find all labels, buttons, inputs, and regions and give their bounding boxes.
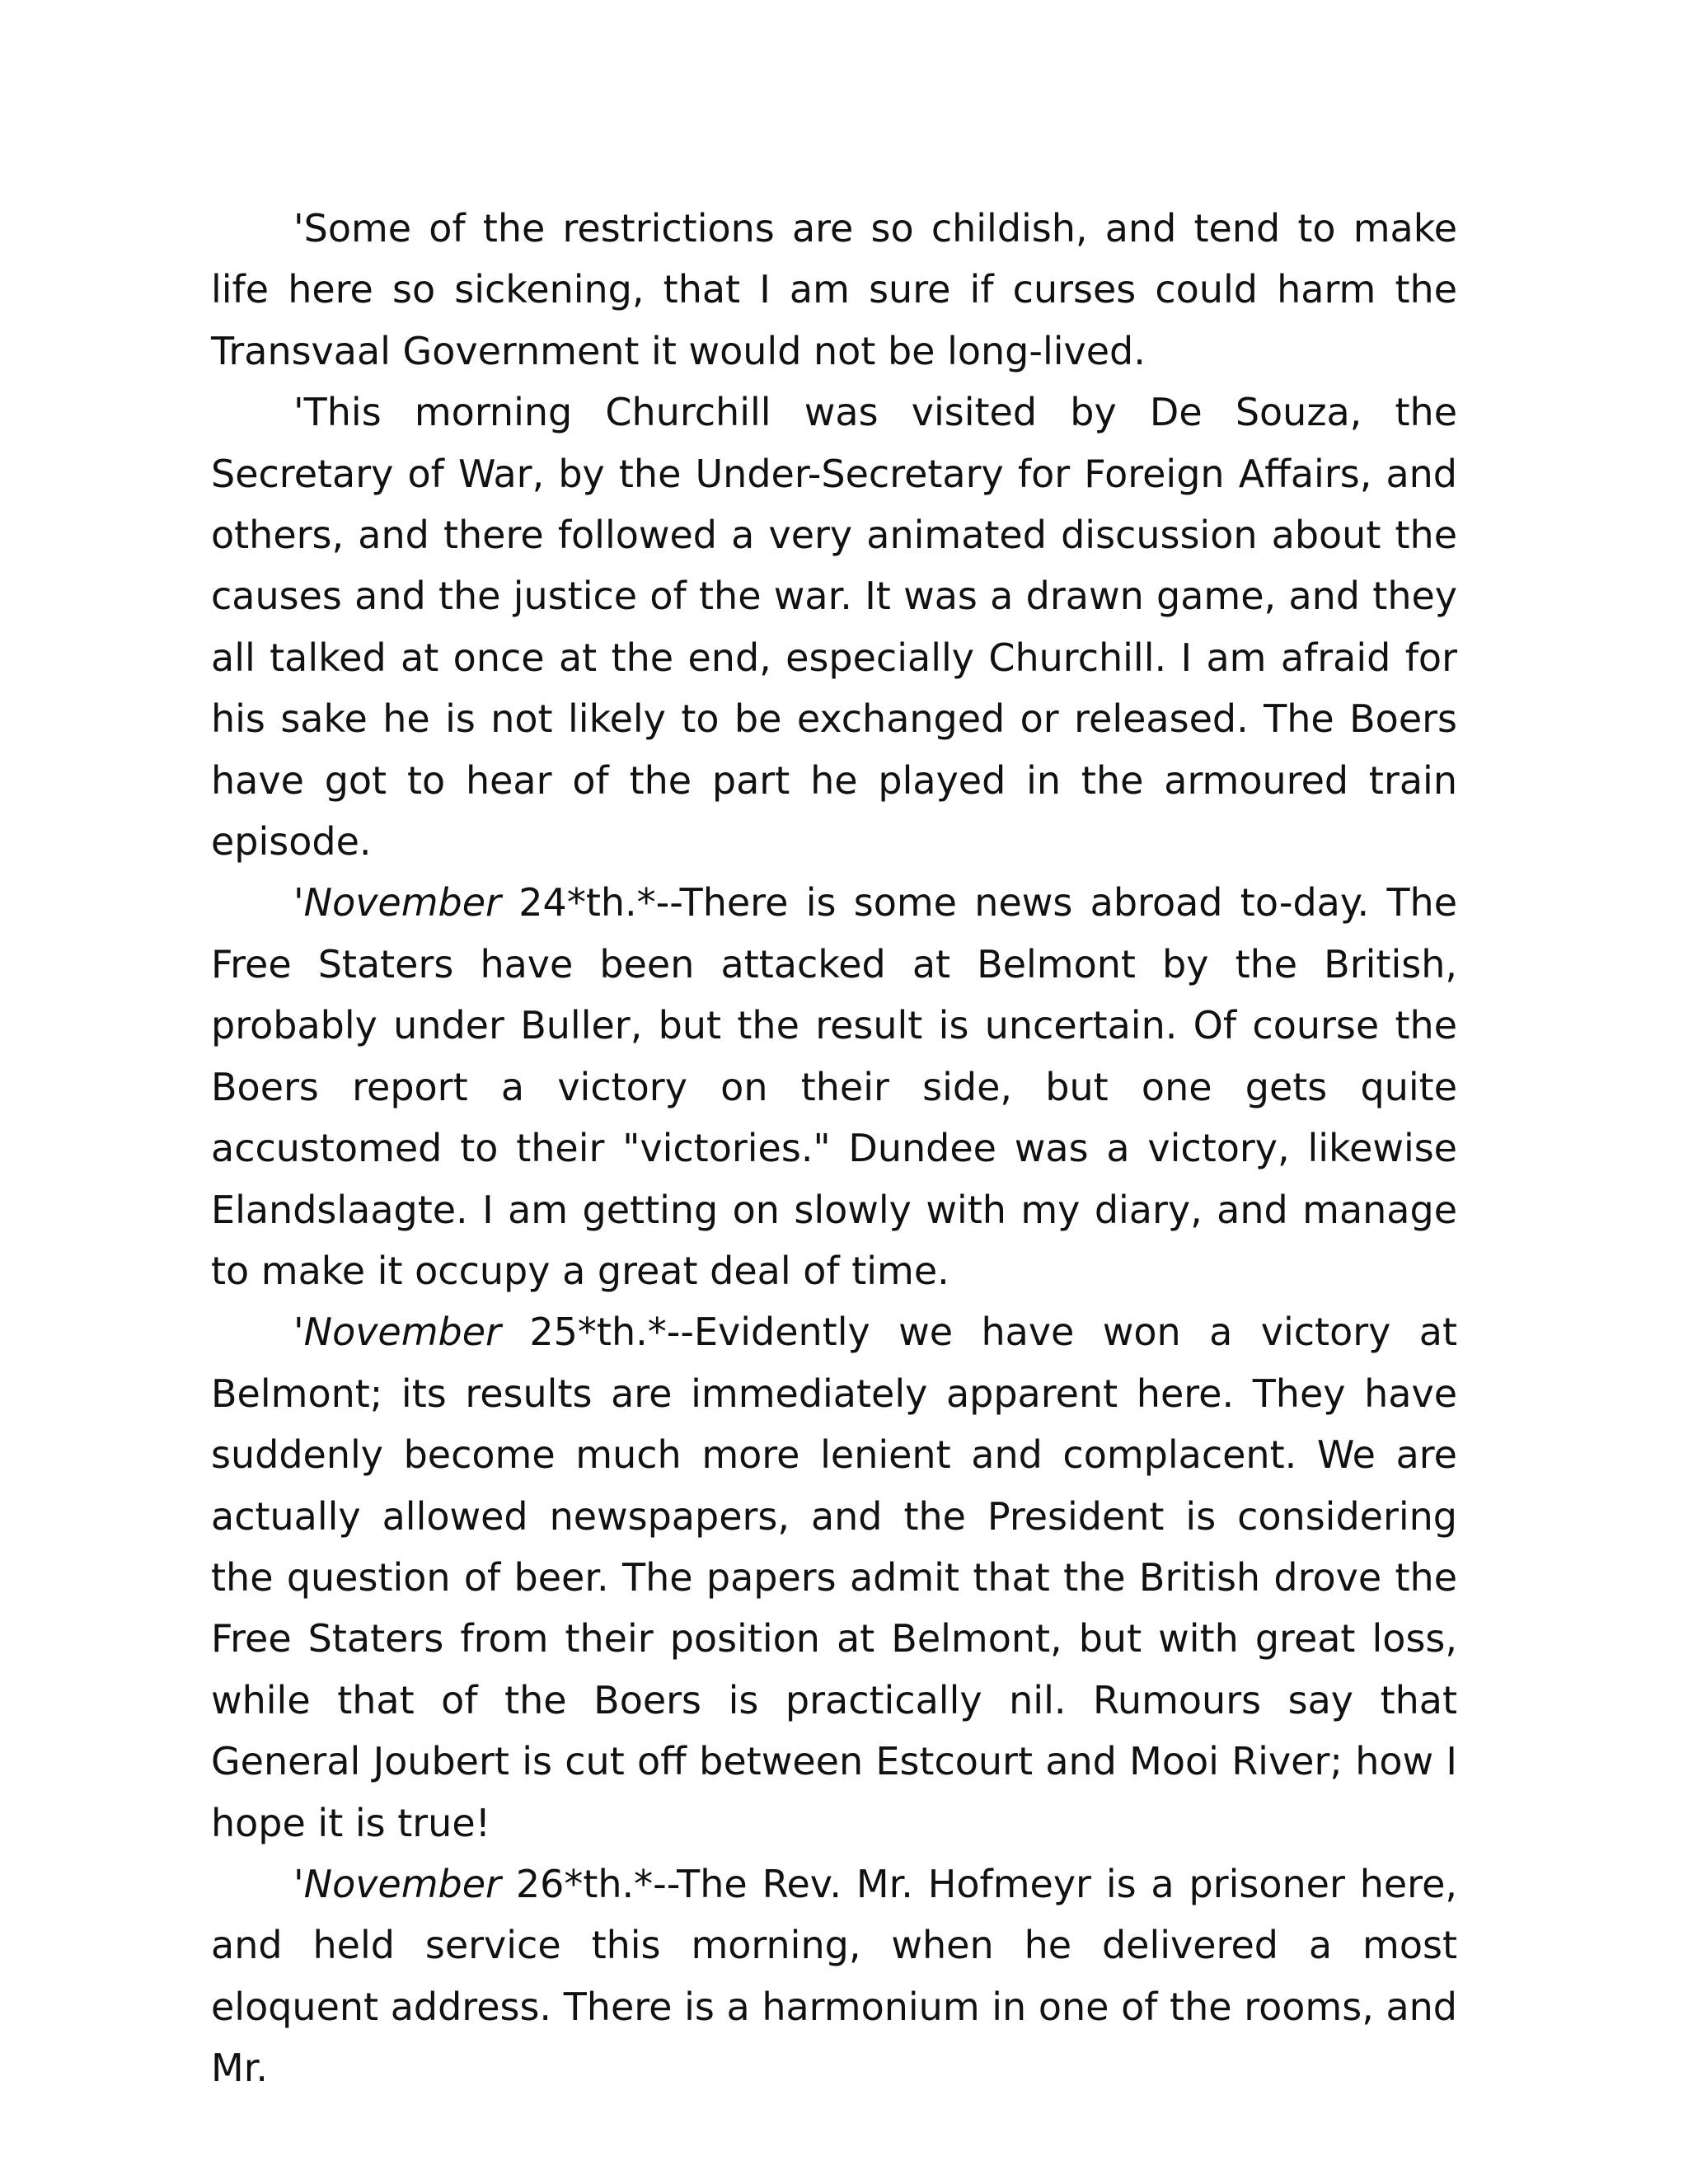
paragraph-5-text: 26*th.*--The Rev. Mr. Hofmeyr is a prisoner here, and held service this morning, when he delivered a most eloquent address. There is a harmonium in one of the rooms, and Mr.	[211, 1861, 1457, 2091]
paragraph-2-text: This morning Churchill was visited by De Souza, the Secretary of War, by the Under-Secretary for Foreign Affairs, and others, and there followed a very animated discussion about the causes and the justice of the war. It was a drawn game, and they all talked at once at the end, especially Churchill. I am afraid for his sake he is not likely to be exchanged or released. The Boers have got to hear of the part he played in the armoured train episode.	[211, 390, 1457, 865]
paragraph-4-open-quote: '	[293, 1310, 304, 1355]
paragraph-3-open-quote: '	[293, 880, 304, 926]
paragraph-4	[211, 1301, 1457, 1854]
paragraph-2-open-quote: '	[293, 390, 304, 435]
paragraph-3-month: November	[303, 880, 501, 926]
paragraph-1-text: Some of the restrictions are so childish, and tend to make life here so sickening, that I am sure if curses could harm the Transvaal Government it would not be long-lived.	[211, 206, 1457, 373]
paragraph-5-month: November	[303, 1861, 501, 1906]
paragraph-2	[211, 382, 1457, 872]
paragraph-1-open-quote: '	[293, 206, 304, 251]
paragraph-4-month: November	[303, 1310, 501, 1355]
paragraph-3-text: 24*th.*--There is some news abroad to-day. The Free Staters have been attacked at Belmont by the British, probably under Buller, but the result is uncertain. Of course the Boers report a victory on their side, but one gets quite accustomed to their "victories." Dundee was a victory, likewise Elandslaagte. I am getting on slowly with my diary, and manage to make it occupy a great deal of time.	[211, 880, 1457, 1293]
paragraph-1	[211, 198, 1457, 382]
paragraph-5-open-quote: '	[293, 1861, 304, 1906]
paragraph-4-text: 25*th.*--Evidently we have won a victory at Belmont; its results are immediately apparent here. They have suddenly become much more lenient and complacent. We are actually allowed newspapers, and the President is considering the question of beer. The papers admit that the British drove the Free Staters from their position at Belmont, but with great loss, while that of the Boers is practically nil. Rumours say that General Joubert is cut off between Estcourt and Mooi River; how I hope it is true!	[211, 1310, 1457, 1845]
document-page	[211, 198, 1457, 2099]
paragraph-3	[211, 872, 1457, 1301]
paragraph-5	[211, 1854, 1457, 2099]
